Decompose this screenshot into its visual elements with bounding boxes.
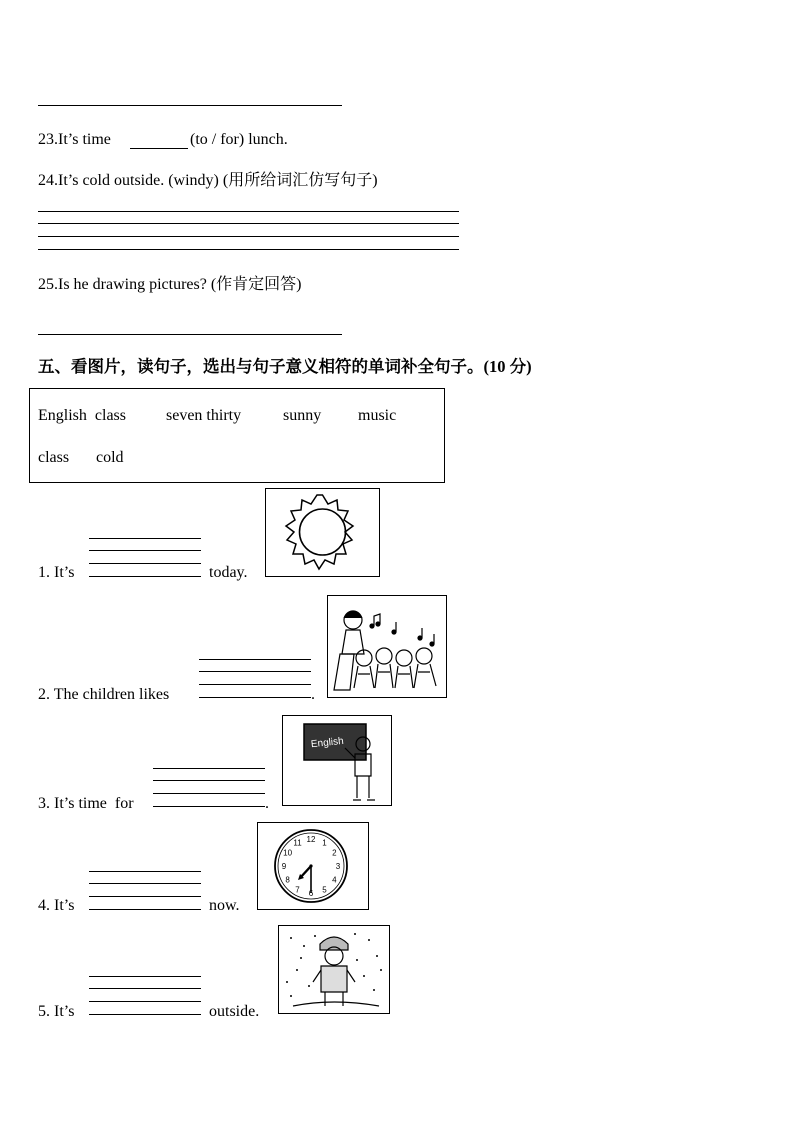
item1-blank-line-1 bbox=[89, 538, 201, 539]
clock-number: 3 bbox=[335, 862, 341, 871]
item3-blank-line-3 bbox=[153, 793, 265, 794]
item5-blank-line-4[interactable] bbox=[89, 1014, 201, 1015]
word-bank-class: class bbox=[38, 449, 70, 466]
q23-prefix: 23.It’s time bbox=[38, 131, 111, 148]
board-text: English bbox=[310, 735, 345, 751]
clock-number: 2 bbox=[332, 848, 337, 858]
english-class-icon bbox=[283, 716, 391, 805]
english-class-picture bbox=[282, 715, 392, 806]
q24-prompt: 24.It’s cold outside. (windy) (用所给词汇仿写句子) bbox=[38, 172, 378, 189]
item5-blank-line-2 bbox=[89, 988, 201, 989]
music-class-icon bbox=[328, 596, 446, 697]
item4-blank-line-4[interactable] bbox=[89, 909, 201, 910]
item3-blank-line-1 bbox=[153, 768, 265, 769]
q25-answer-line[interactable] bbox=[38, 334, 342, 335]
item2-blank-line-3 bbox=[199, 684, 311, 685]
item3-suffix: . bbox=[265, 795, 269, 812]
item5-suffix: outside. bbox=[209, 1003, 260, 1020]
clock-number: 1 bbox=[322, 838, 327, 848]
q24-answer-line-4[interactable] bbox=[38, 249, 459, 250]
item1-blank-line-2 bbox=[89, 550, 201, 551]
item4-blank-line-3 bbox=[89, 896, 201, 897]
item4-suffix: now. bbox=[209, 897, 240, 914]
q22-answer-line[interactable] bbox=[38, 105, 342, 106]
section5-heading: 五、看图片，读句子，选出与句子意义相符的单词补全句子。(10 分) bbox=[38, 357, 532, 376]
clock-number: 11 bbox=[293, 838, 302, 848]
item4-prefix: 4. It’s bbox=[38, 897, 75, 914]
q25-prompt: 25.Is he drawing pictures? (作肯定回答) bbox=[38, 276, 302, 293]
word-bank-english-class: English class bbox=[38, 407, 126, 424]
item1-suffix: today. bbox=[209, 564, 248, 581]
item3-blank-line-4[interactable] bbox=[153, 806, 265, 807]
clock-picture bbox=[257, 822, 369, 910]
clock-number: 10 bbox=[283, 848, 293, 858]
clock-number: 9 bbox=[281, 862, 287, 871]
word-bank-music: music bbox=[358, 407, 397, 424]
clock-number: 6 bbox=[308, 889, 314, 898]
snow-picture bbox=[278, 925, 390, 1014]
item1-prefix: 1. It’s bbox=[38, 564, 75, 581]
clock-number: 8 bbox=[285, 875, 290, 885]
item2-blank-line-2 bbox=[199, 671, 311, 672]
item3-blank-line-2 bbox=[153, 780, 265, 781]
sun-icon bbox=[266, 489, 379, 576]
item4-blank-line-2 bbox=[89, 883, 201, 884]
q23-suffix: (to / for) lunch. bbox=[190, 131, 288, 148]
item2-blank-line-4[interactable] bbox=[199, 697, 311, 698]
item2-prefix: 2. The children likes bbox=[38, 686, 170, 703]
q24-answer-line-2[interactable] bbox=[38, 223, 459, 224]
word-bank-sunny: sunny bbox=[283, 407, 322, 424]
word-bank-seven-thirty: seven thirty bbox=[166, 407, 242, 424]
item5-prefix: 5. It’s bbox=[38, 1003, 75, 1020]
clock-number: 4 bbox=[332, 875, 337, 885]
item1-blank-line-4[interactable] bbox=[89, 576, 201, 577]
q24-answer-line-3[interactable] bbox=[38, 236, 459, 237]
sun-picture bbox=[265, 488, 380, 577]
clock-number: 7 bbox=[295, 885, 300, 895]
word-bank-cold: cold bbox=[96, 449, 124, 466]
item3-prefix: 3. It’s time for bbox=[38, 795, 134, 812]
q23-blank[interactable] bbox=[130, 148, 188, 149]
word-bank-box bbox=[29, 388, 445, 483]
item5-blank-line-3 bbox=[89, 1001, 201, 1002]
clock-number: 12 bbox=[306, 835, 316, 844]
item5-blank-line-1 bbox=[89, 976, 201, 977]
item1-blank-line-3 bbox=[89, 563, 201, 564]
q24-answer-line-1[interactable] bbox=[38, 211, 459, 212]
clock-icon bbox=[258, 823, 368, 909]
music-class-picture bbox=[327, 595, 447, 698]
snow-icon bbox=[279, 926, 389, 1013]
item2-blank-line-1 bbox=[199, 659, 311, 660]
clock-number: 5 bbox=[322, 885, 327, 895]
item2-suffix: . bbox=[311, 686, 315, 703]
item4-blank-line-1 bbox=[89, 871, 201, 872]
